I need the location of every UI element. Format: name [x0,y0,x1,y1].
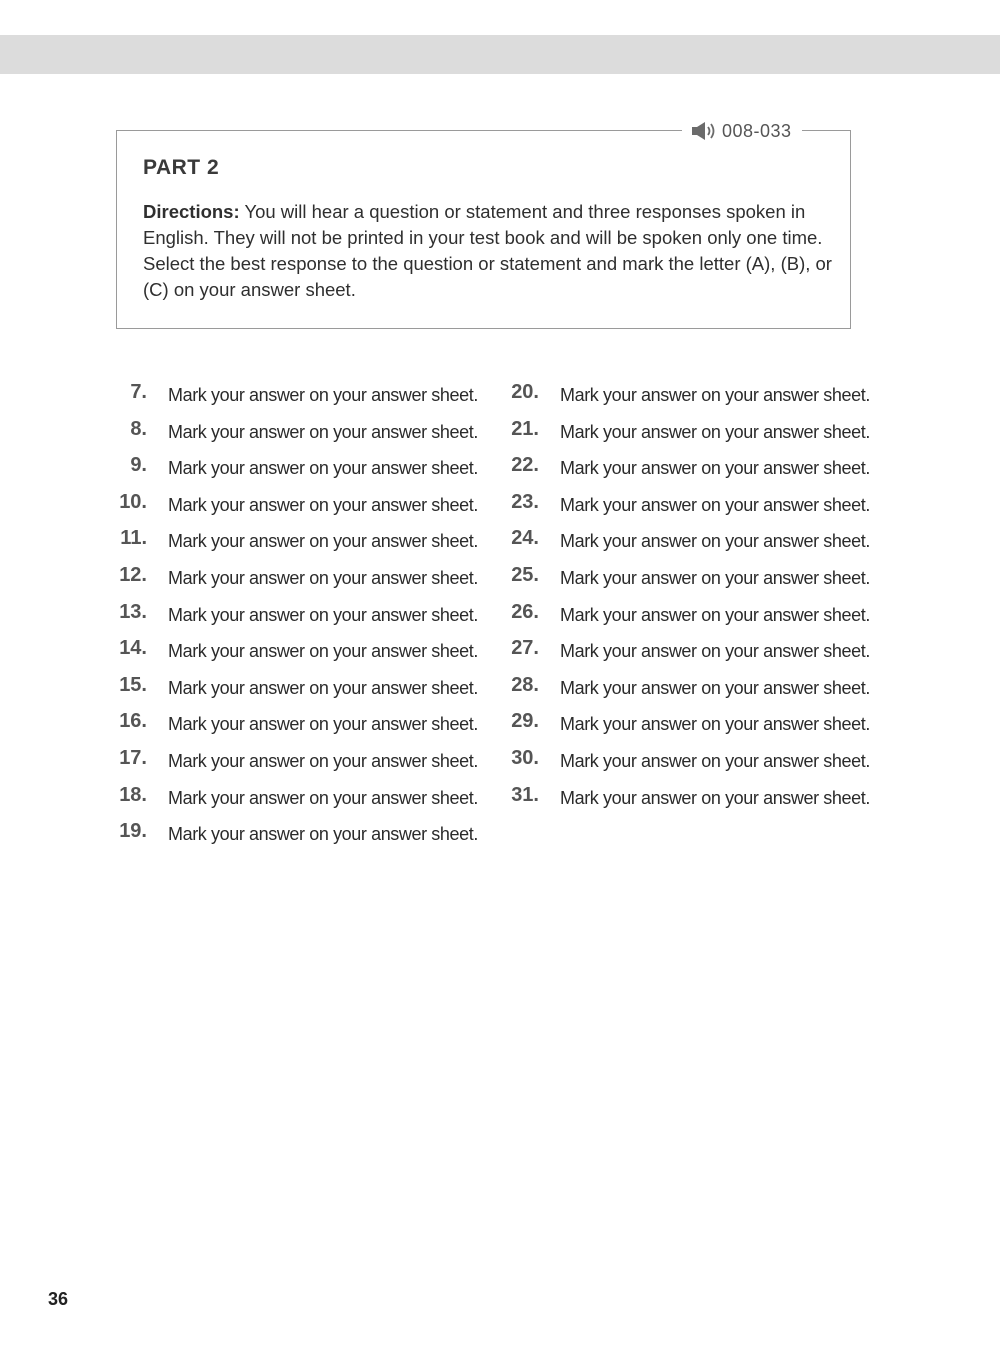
header-band [0,35,1000,74]
question-text: Mark your answer on your answer sheet. [560,750,870,771]
question-text: Mark your answer on your answer sheet. [560,567,870,588]
question-text: Mark your answer on your answer sheet. [168,421,478,442]
question-text: Mark your answer on your answer sheet. [560,458,870,479]
question-number: 11. [120,527,147,550]
question-number: 24. [511,527,539,550]
question-number: 19. [119,820,147,843]
question-number: 14. [119,637,147,660]
question-text: Mark your answer on your answer sheet. [168,750,478,771]
audio-track-label [682,118,802,144]
question-number: 15. [119,673,147,696]
question-text: Mark your answer on your answer sheet. [168,494,478,515]
question-text: Mark your answer on your answer sheet. [560,787,870,808]
question-text: Mark your answer on your answer sheet. [168,824,478,845]
question-number: 8. [130,417,147,440]
question-text: Mark your answer on your answer sheet. [560,641,870,662]
question-number: 10. [119,490,147,513]
question-number: 17. [119,746,147,769]
question-text: Mark your answer on your answer sheet. [168,531,478,552]
question-number: 22. [511,454,539,477]
question-text: Mark your answer on your answer sheet. [560,385,870,405]
question-number: 21. [511,417,539,440]
question-text: Mark your answer on your answer sheet. [168,677,478,698]
question-number: 13. [119,600,147,623]
question-number: 18. [119,783,147,806]
question-text: Mark your answer on your answer sheet. [560,531,870,552]
question-text: Mark your answer on your answer sheet. [560,421,870,442]
question-number: 20. [511,381,539,403]
question-text: Mark your answer on your answer sheet. [168,567,478,588]
directions-label: Directions: [143,201,240,222]
question-text: Mark your answer on your answer sheet. [168,604,478,625]
directions-body: You will hear a question or statement and three responses spoken in English. They will not be printed in your test book and will be spoken only one time. Select the best response to the question or statement and mark the letter (A), (B), or (C) on your answer sheet. [143,201,832,300]
question-text: Mark your answer on your answer sheet. [560,494,870,515]
question-text: Mark your answer on your answer sheet. [560,677,870,698]
question-number: 9. [130,454,147,477]
question-text: Mark your answer on your answer sheet. [168,641,478,662]
part-title: PART 2 [143,156,220,179]
audio-track-code: 008-033 [722,120,792,141]
question-text: Mark your answer on your answer sheet. [560,714,870,735]
directions-text [143,199,833,303]
question-number: 23. [511,490,539,513]
question-number: 27. [511,637,539,660]
question-number: 16. [119,710,147,733]
question-number: 30. [511,746,539,769]
question-number: 29. [511,710,539,733]
question-text: Mark your answer on your answer sheet. [168,787,478,808]
question-text: Mark your answer on your answer sheet. [168,385,478,405]
question-number: 12. [119,563,147,586]
speaker-icon [692,121,718,141]
question-text: Mark your answer on your answer sheet. [168,458,478,479]
question-number: 31. [511,783,539,806]
question-text: Mark your answer on your answer sheet. [168,714,478,735]
question-text: Mark your answer on your answer sheet. [560,604,870,625]
question-number: 28. [511,673,539,696]
question-number: 7. [130,381,147,403]
page-number: 36 [48,1289,69,1309]
question-number: 25. [511,563,539,586]
question-number: 26. [511,600,539,623]
